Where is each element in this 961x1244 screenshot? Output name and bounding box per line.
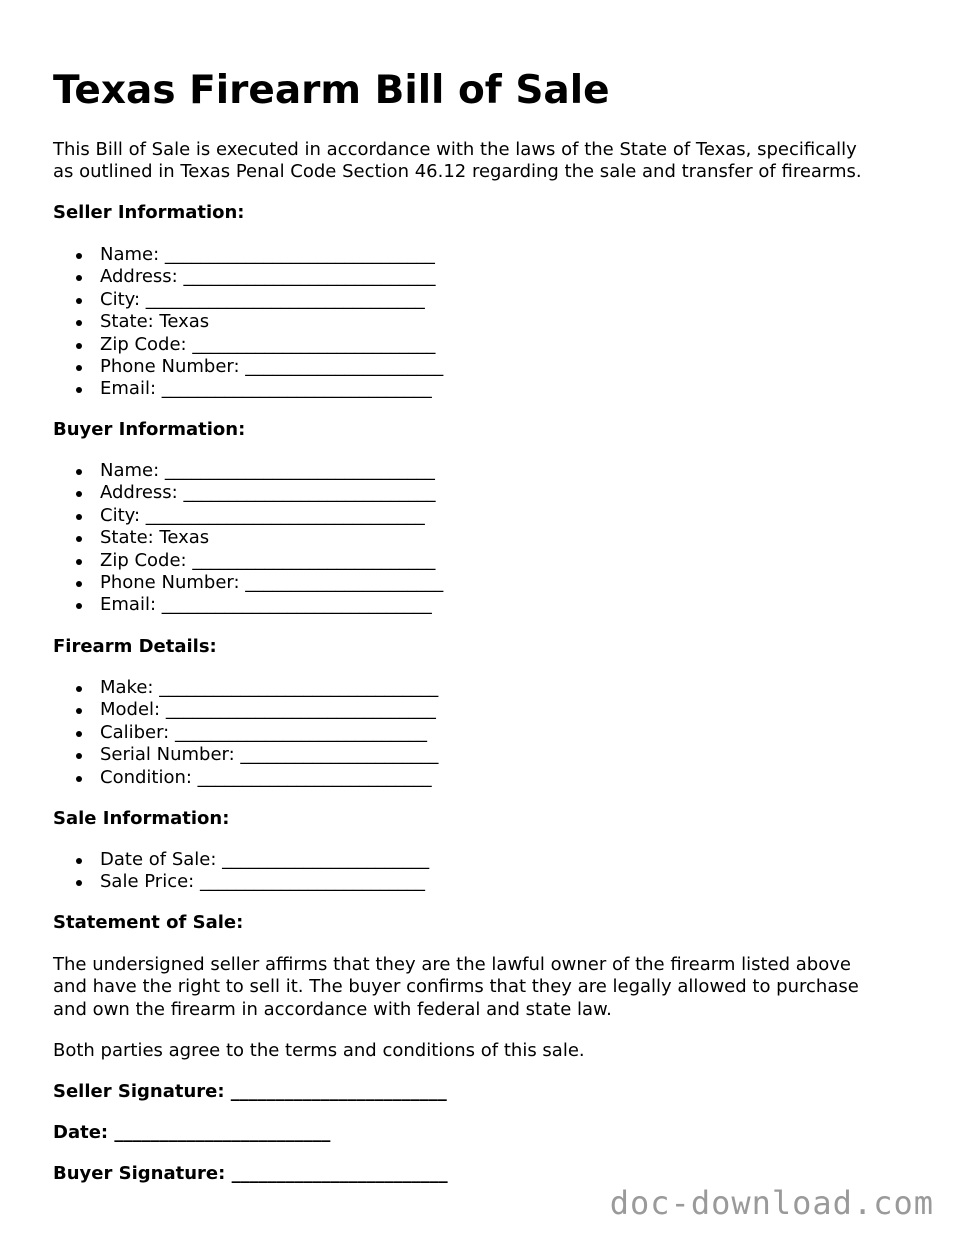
date-signature-line: Date: ________________________ [53, 1122, 331, 1143]
sale-list [53, 849, 429, 894]
buyer-name-field: Name: ______________________________ [53, 460, 443, 482]
firearm-serial-field: Serial Number: ______________________ [53, 744, 438, 766]
seller-phone-field: Phone Number: ______________________ [53, 356, 443, 378]
seller-city-field: City: _______________________________ [53, 289, 443, 311]
seller-zip-field: Zip Code: ___________________________ [53, 334, 443, 356]
buyer-heading: Buyer Information: [53, 419, 246, 440]
seller-signature-line: Seller Signature: ________________________ [53, 1081, 447, 1102]
statement-line: The undersigned seller affirms that they are the lawful owner of the firearm listed above [53, 954, 851, 975]
firearm-condition-field: Condition: __________________________ [53, 767, 438, 789]
statement-heading: Statement of Sale: [53, 912, 244, 933]
statement-line: and have the right to sell it. The buyer confirms that they are legally allowed to purchase [53, 976, 859, 998]
buyer-address-field: Address: ____________________________ [53, 482, 443, 504]
buyer-phone-field: Phone Number: ______________________ [53, 572, 443, 594]
buyer-email-field: Email: ______________________________ [53, 594, 443, 616]
intro-line: This Bill of Sale is executed in accordance with the laws of the State of Texas, specifically [53, 139, 857, 160]
sale-heading: Sale Information: [53, 808, 230, 829]
seller-name-field: Name: ______________________________ [53, 244, 443, 266]
firearm-heading: Firearm Details: [53, 636, 217, 657]
seller-state-field: State: Texas [53, 311, 443, 333]
firearm-model-field: Model: ______________________________ [53, 699, 438, 721]
sale-price-field: Sale Price: _________________________ [53, 871, 429, 893]
firearm-list [53, 677, 438, 789]
seller-list [53, 244, 443, 401]
sale-date-field: Date of Sale: _______________________ [53, 849, 429, 871]
intro-paragraph [53, 139, 862, 184]
buyer-city-field: City: _______________________________ [53, 505, 443, 527]
statement-line: and own the firearm in accordance with federal and state law. [53, 998, 612, 1020]
page-title: Texas Firearm Bill of Sale [53, 68, 610, 113]
seller-heading: Seller Information: [53, 202, 245, 223]
seller-email-field: Email: ______________________________ [53, 378, 443, 400]
watermark: doc-download.com [609, 1184, 934, 1222]
seller-address-field: Address: ____________________________ [53, 266, 443, 288]
firearm-caliber-field: Caliber: ____________________________ [53, 722, 438, 744]
buyer-state-field: State: Texas [53, 527, 443, 549]
firearm-make-field: Make: _______________________________ [53, 677, 438, 699]
buyer-list [53, 460, 443, 617]
buyer-zip-field: Zip Code: ___________________________ [53, 550, 443, 572]
buyer-signature-line: Buyer Signature: ________________________ [53, 1163, 448, 1184]
agreement-text: Both parties agree to the terms and conditions of this sale. [53, 1040, 585, 1061]
intro-line: as outlined in Texas Penal Code Section 46.12 regarding the sale and transfer of firearms. [53, 161, 862, 183]
statement-paragraph [53, 954, 859, 1021]
